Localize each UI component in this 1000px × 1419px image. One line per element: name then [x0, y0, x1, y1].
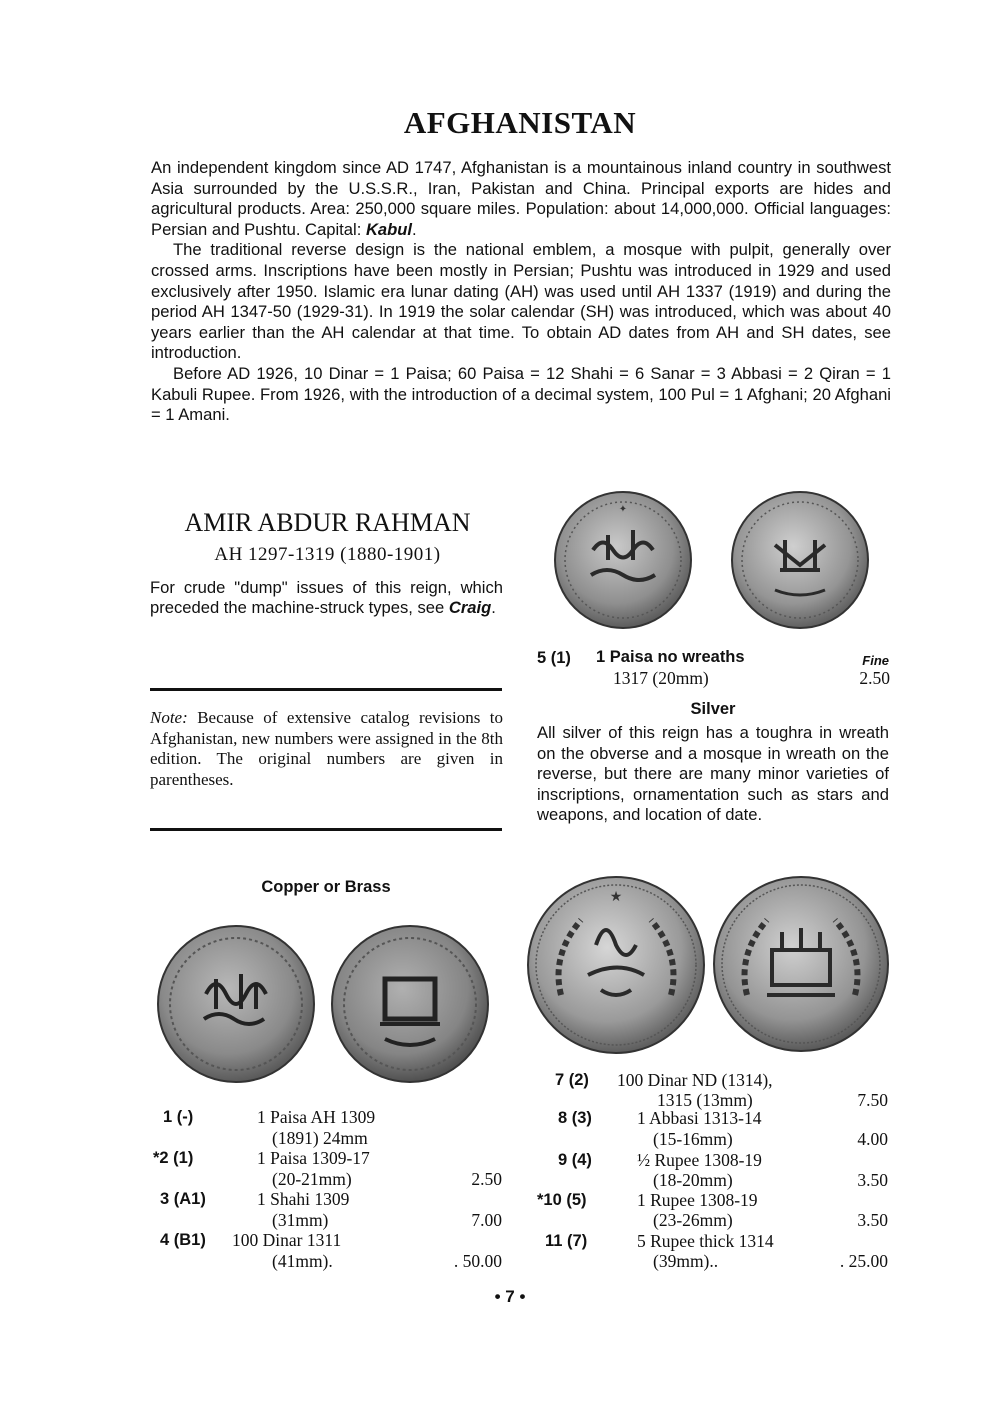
note-text: Because of extensive catalog revisions to Afghanistan, new numbers were assigned in the 8th edition. The original numbers are given in parentheses. [150, 708, 503, 789]
coin-description: 1 Paisa no wreaths [596, 648, 745, 666]
catalog-number: 5 (1) [537, 649, 571, 667]
copper-coin-obverse-image [156, 924, 316, 1084]
page-number: • 7 • [494, 1287, 526, 1306]
catalog-number: 3 (A1) [160, 1190, 206, 1208]
coin-description: 1 Paisa 1309-17 [257, 1148, 370, 1168]
coin-size: (41mm). [272, 1251, 333, 1271]
capital-name: Kabul [365, 219, 413, 239]
coin-description: 1 Paisa AH 1309 [257, 1107, 376, 1127]
coin-description: 100 Dinar ND (1314), [617, 1070, 773, 1090]
coin-description: 1 Abbasi 1313-14 [637, 1108, 762, 1128]
paisa-obverse-image [553, 490, 693, 630]
grade-label: Fine [862, 653, 889, 668]
coin-description: ½ Rupee 1308-19 [637, 1150, 762, 1170]
coin-size: (31mm) [272, 1210, 329, 1230]
intro-paragraph-1 [151, 158, 891, 240]
catalog-number: 9 (4) [558, 1151, 592, 1169]
coin-price: 3.50 [857, 1210, 888, 1230]
coin-price: 7.50 [857, 1090, 888, 1110]
reign-note-end: . [491, 598, 496, 618]
coin-description: 1 Shahi 1309 [257, 1189, 350, 1209]
coin-size: (1891) 24mm [272, 1128, 368, 1148]
reign-note [150, 578, 503, 618]
catalog-number: 1 (-) [163, 1108, 194, 1126]
coin-size: (23-26mm) [653, 1210, 733, 1230]
intro-p1-end: . [412, 219, 417, 239]
catalog-number: 11 (7) [545, 1232, 588, 1250]
coin-price: 2.50 [471, 1169, 502, 1189]
catalog-number: *2 (1) [153, 1149, 194, 1167]
reign-dates: AH 1297-1319 (1880-1901) [214, 544, 441, 565]
divider-bottom [150, 828, 502, 831]
catalog-number: 4 (B1) [160, 1231, 206, 1249]
silver-heading: Silver [690, 700, 736, 718]
coin-size: (39mm).. [653, 1251, 719, 1271]
svg-text:★: ★ [609, 890, 623, 905]
silver-obverse-image [526, 875, 706, 1055]
silver-reverse-image [712, 875, 890, 1053]
coin-size: 1317 (20mm) [613, 668, 709, 688]
reign-note-text: For crude "dump" issues of this reign, which preceded the machine-struck types, see [150, 578, 503, 618]
catalog-number: 7 (2) [555, 1071, 589, 1089]
coin-size: (15-16mm) [653, 1129, 733, 1149]
svg-text:✦: ✦ [618, 504, 628, 515]
page-title: AFGHANISTAN [403, 105, 637, 140]
coin-price: 3.50 [857, 1170, 888, 1190]
coin-size: (20-21mm) [272, 1169, 352, 1189]
silver-text: All silver of this reign has a toughra in wreath on the obverse and a mosque in wreath on the reverse, but there are many minor varieties of inscriptions, ornamentation such as stars and weapons, and location of date. [537, 723, 889, 824]
coin-description: 1 Rupee 1308-19 [637, 1190, 758, 1210]
note-label: Note: [150, 708, 188, 727]
coin-price: 4.00 [857, 1129, 888, 1149]
coin-description: 100 Dinar 1311 [232, 1230, 342, 1250]
coin-description: 5 Rupee thick 1314 [637, 1231, 774, 1251]
intro-paragraph-3: Before AD 1926, 10 Dinar = 1 Paisa; 60 Paisa = 12 Shahi = 6 Sanar = 3 Abbasi = 2 Qiran = 1 Kabuli Rupee. From 1926, with the introduction of a decimal system, 100 Pul = 1 Afghani; 20 Afghani = 1 Amani. [151, 363, 891, 425]
reign-note-ref: Craig [448, 598, 492, 618]
paisa-reverse-image [730, 490, 870, 630]
copper-coin-reverse-image [330, 924, 490, 1084]
reign-title: AMIR ABDUR RAHMAN [184, 508, 471, 537]
coin-price: . 50.00 [453, 1251, 502, 1271]
note-box [150, 708, 503, 790]
intro-paragraph-2: The traditional reverse design is the national emblem, a mosque with pulpit, generally over crossed arms. Inscriptions have been mostly in Persian; Pushtu was introduced in 1929 and used exclusively after 1950. Islamic era lunar dating (AH) was used until AH 1337 (1919) and during the period AH 1347-50 (1929-31). In 1919 the solar calendar (SH) was introduced, which was about 40 years earlier than the AH calendar at that time. To obtain AD dates from AH and SH dates, see introduction. [151, 240, 891, 363]
copper-heading: Copper or Brass [261, 878, 391, 896]
coin-price: 2.50 [859, 668, 890, 688]
coin-size: 1315 (13mm) [657, 1090, 753, 1110]
coin-price: . 25.00 [839, 1251, 888, 1271]
coin-size: (18-20mm) [653, 1170, 733, 1190]
catalog-number: 8 (3) [558, 1109, 592, 1127]
intro-text [151, 158, 891, 426]
intro-p1-text: An independent kingdom since AD 1747, Afghanistan is a mountainous inland country in southwest Asia surrounded by the U.S.S.R., Iran, Pakistan and China. Principal exports are hides and agricultural products. Area: 250,000 square miles. Population: about 14,000,000. Official languages: Persian and Pushtu. Capital: [151, 158, 891, 239]
catalog-number: *10 (5) [537, 1191, 587, 1209]
coin-price: 7.00 [471, 1210, 502, 1230]
divider-top [150, 688, 502, 691]
